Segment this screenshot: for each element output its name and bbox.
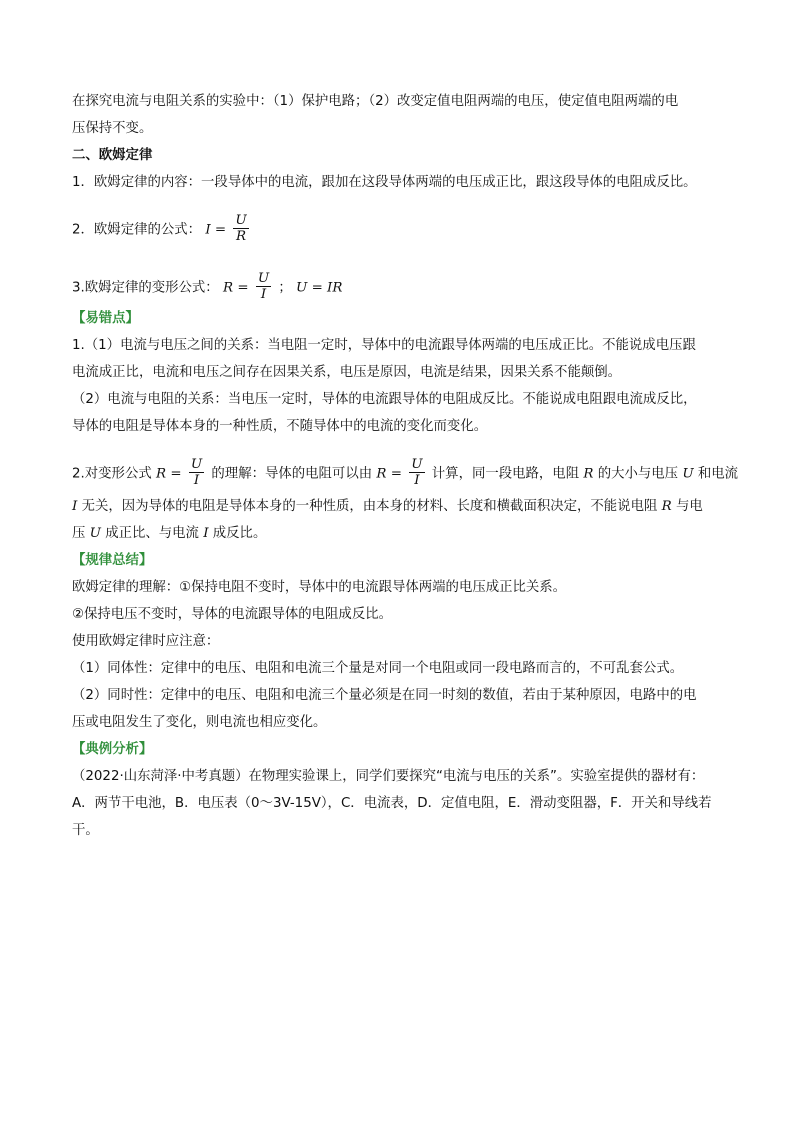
paragraph-line: （2）同时性：定律中的电压、电阻和电流三个量必须是在同一时刻的数值，若由于某种原因，电路中的电 [72, 688, 697, 703]
formula-label: 3.欧姆定律的变形公式： [72, 280, 219, 296]
rule-summary-heading: 【规律总结】 [72, 553, 153, 568]
error-prone-heading: 【易错点】 [72, 311, 139, 326]
fraction [233, 213, 248, 244]
math-symbol: = [390, 466, 402, 482]
fraction-denominator: I [414, 473, 420, 488]
fraction-numerator: U [257, 271, 270, 286]
paragraph-line: （1）同体性：定律中的电压、电阻和电流三个量是对同一个电阻或同一段电路而言的，不可乱套公式。 [72, 661, 684, 676]
paragraph-line: 1.（1）电流与电压之间的关系：当电阻一定时，导体中的电流跟导体两端的电压成正比。不能说成电压跟 [72, 338, 696, 353]
fraction-numerator: U [235, 213, 247, 228]
paragraph-line: ②保持电压不变时，导体的电流跟导体的电阻成反比。 [72, 607, 392, 622]
paragraph-line-formula [72, 458, 738, 489]
fraction [256, 271, 271, 302]
fraction [189, 457, 204, 488]
paragraph-line: 在探究电流与电阻关系的实验中：（1）保护电路；（2）改变定值电阻两端的电压，使定值电阻两端的电 [72, 94, 679, 109]
math-symbol: R [583, 466, 594, 482]
text-span: 成反比。 [212, 526, 267, 541]
paragraph-line: 压或电阻发生了变化，则电流也相应变化。 [72, 715, 327, 730]
paragraph-line: 干。 [72, 823, 99, 838]
math-symbol: U [682, 466, 694, 482]
paragraph-line: 电流成正比，电流和电压之间存在因果关系，电压是原因，电流是结果，因果关系不能颠倒。 [72, 365, 622, 380]
fraction-denominator: R [235, 229, 247, 244]
text-span: 2.对变形公式 [72, 466, 152, 482]
text-span: 成正比、与电流 [105, 526, 199, 541]
paragraph-line [72, 524, 266, 544]
text-span: 的大小与电压 [597, 466, 679, 482]
fraction-numerator: U [190, 457, 203, 472]
fraction-numerator: U [411, 457, 423, 472]
paragraph-line [72, 497, 703, 517]
paragraph-line: 欧姆定律的理解：①保持电阻不变时，导体中的电流跟导体两端的电压成正比关系。 [72, 580, 567, 595]
math-symbol: R [661, 499, 672, 514]
math-symbol: = [237, 280, 249, 296]
text-span: 与电 [675, 499, 703, 514]
math-symbol: U [89, 526, 101, 541]
separator: ； [278, 280, 292, 296]
paragraph-line: 导体的电阻是导体本身的一种性质，不随导体中的电流的变化而变化。 [72, 419, 488, 434]
math-symbol: R [222, 280, 234, 296]
text-span: 无关，因为导体的电阻是导体本身的一种性质，由本身的材料、长度和横截面积决定，不能说电阻 [81, 499, 658, 514]
math-symbol: R [156, 466, 167, 482]
example-analysis-heading: 【典例分析】 [72, 742, 153, 757]
fraction-denominator: I [193, 473, 200, 488]
paragraph-line: 压保持不变。 [72, 121, 153, 136]
ohm-law-formula [72, 214, 252, 245]
paragraph-line: 使用欧姆定律时应注意： [72, 634, 220, 649]
math-expression: U = IR [296, 280, 343, 296]
fraction [409, 457, 424, 488]
fraction-denominator: I [260, 287, 267, 302]
paragraph-line: （2）电流与电阻的关系：当电压一定时，导体的电流跟导体的电阻成反比。不能说成电阻跟电流成反比， [72, 392, 697, 407]
math-symbol: = [170, 466, 182, 482]
formula-label: 2．欧姆定律的公式： [72, 222, 202, 238]
math-symbol: = [214, 222, 227, 238]
math-symbol: I [203, 526, 209, 541]
text-span: 计算，同一段电路，电阻 [431, 466, 580, 482]
math-symbol: I [72, 499, 78, 514]
ohm-law-variant [72, 272, 342, 303]
section-heading: 二、欧姆定律 [72, 148, 153, 163]
math-symbol: I [205, 222, 211, 238]
paragraph-line: A．两节干电池，B．电压表（0～3V-15V），C．电流表，D．定值电阻，E．滑动变阻器，F．开关和导线若 [72, 796, 712, 811]
text-span: 的理解：导体的电阻可以由 [211, 466, 373, 482]
paragraph-line: （2022·山东菏泽·中考真题）在物理实验课上，同学们要探究“电流与电压的关系”。实验室提供的器材有： [72, 769, 705, 784]
text-span: 和电流 [697, 466, 739, 482]
ohm-law-content: 1．欧姆定律的内容：一段导体中的电流，跟加在这段导体两端的电压成正比，跟这段导体的电阻成反比。 [72, 175, 697, 190]
math-symbol: R [376, 466, 387, 482]
text-span: 压 [72, 526, 86, 541]
